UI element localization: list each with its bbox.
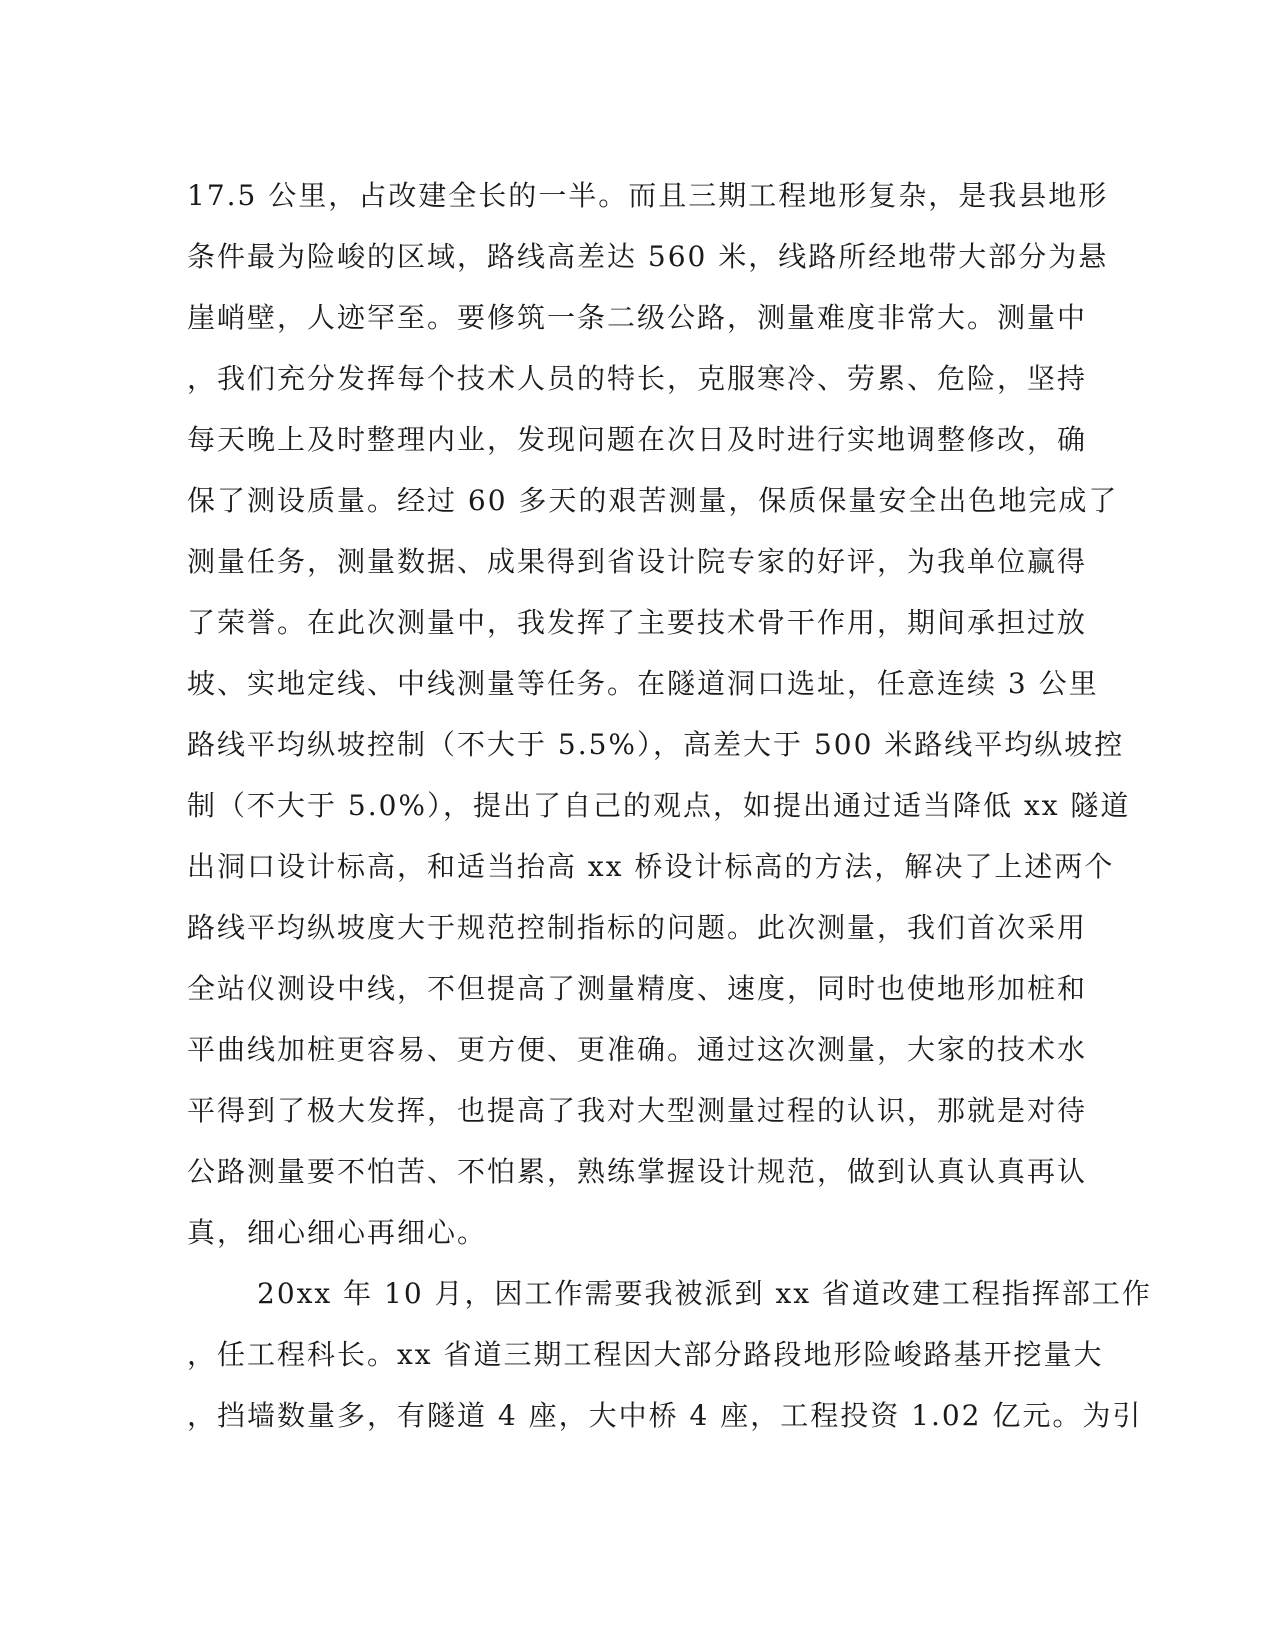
text-line: 测量任务，测量数据、成果得到省设计院专家的好评，为我单位赢得 [187, 545, 1088, 578]
text-line: ，我们充分发挥每个技术人员的特长，克服寒冷、劳累、危险，坚持 [187, 362, 1088, 395]
text-line: 制（不大于 5.0%），提出了自己的观点，如提出通过适当降低 xx 隧道 [187, 789, 1131, 822]
text-line: 出洞口设计标高，和适当抬高 xx 桥设计标高的方法，解决了上述两个 [187, 850, 1115, 883]
text-line: 公路测量要不怕苦、不怕累，熟练掌握设计规范，做到认真认真再认 [187, 1155, 1088, 1188]
text-line: 坡、实地定线、中线测量等任务。在隧道洞口选址，任意连续 3 公里 [187, 667, 1099, 700]
text-line: 平得到了极大发挥，也提高了我对大型测量过程的认识，那就是对待 [187, 1094, 1088, 1127]
text-line: 路线平均纵坡控制（不大于 5.5%），高差大于 500 米路线平均纵坡控 [187, 728, 1125, 761]
text-line: 崖峭壁，人迹罕至。要修筑一条二级公路，测量难度非常大。测量中 [187, 301, 1088, 334]
text-line: 路线平均纵坡度大于规范控制指标的问题。此次测量，我们首次采用 [187, 911, 1088, 944]
text-line: ，挡墙数量多，有隧道 4 座，大中桥 4 座，工程投资 1.02 亿元。为引 [187, 1399, 1143, 1432]
body-text [187, 165, 1152, 1446]
text-line: ，任工程科长。xx 省道三期工程因大部分路段地形险峻路基开挖量大 [187, 1338, 1104, 1371]
text-line: 全站仪测设中线，不但提高了测量精度、速度，同时也使地形加桩和 [187, 972, 1088, 1005]
text-line: 真，细心细心再细心。 [187, 1216, 488, 1249]
paragraph-start-line: 20xx 年 10 月，因工作需要我被派到 xx 省道改建工程指挥部工作 [257, 1277, 1152, 1310]
text-line: 每天晚上及时整理内业，发现问题在次日及时进行实地调整修改，确 [187, 423, 1088, 456]
text-line: 17.5 公里，占改建全长的一半。而且三期工程地形复杂，是我县地形 [187, 179, 1109, 212]
text-line: 平曲线加桩更容易、更方便、更准确。通过这次测量，大家的技术水 [187, 1033, 1088, 1066]
text-line: 了荣誉。在此次测量中，我发挥了主要技术骨干作用，期间承担过放 [187, 606, 1088, 639]
text-line: 条件最为险峻的区域，路线高差达 560 米，线路所经地带大部分为悬 [187, 240, 1109, 273]
text-line: 保了测设质量。经过 60 多天的艰苦测量，保质保量安全出色地完成了 [187, 484, 1119, 517]
